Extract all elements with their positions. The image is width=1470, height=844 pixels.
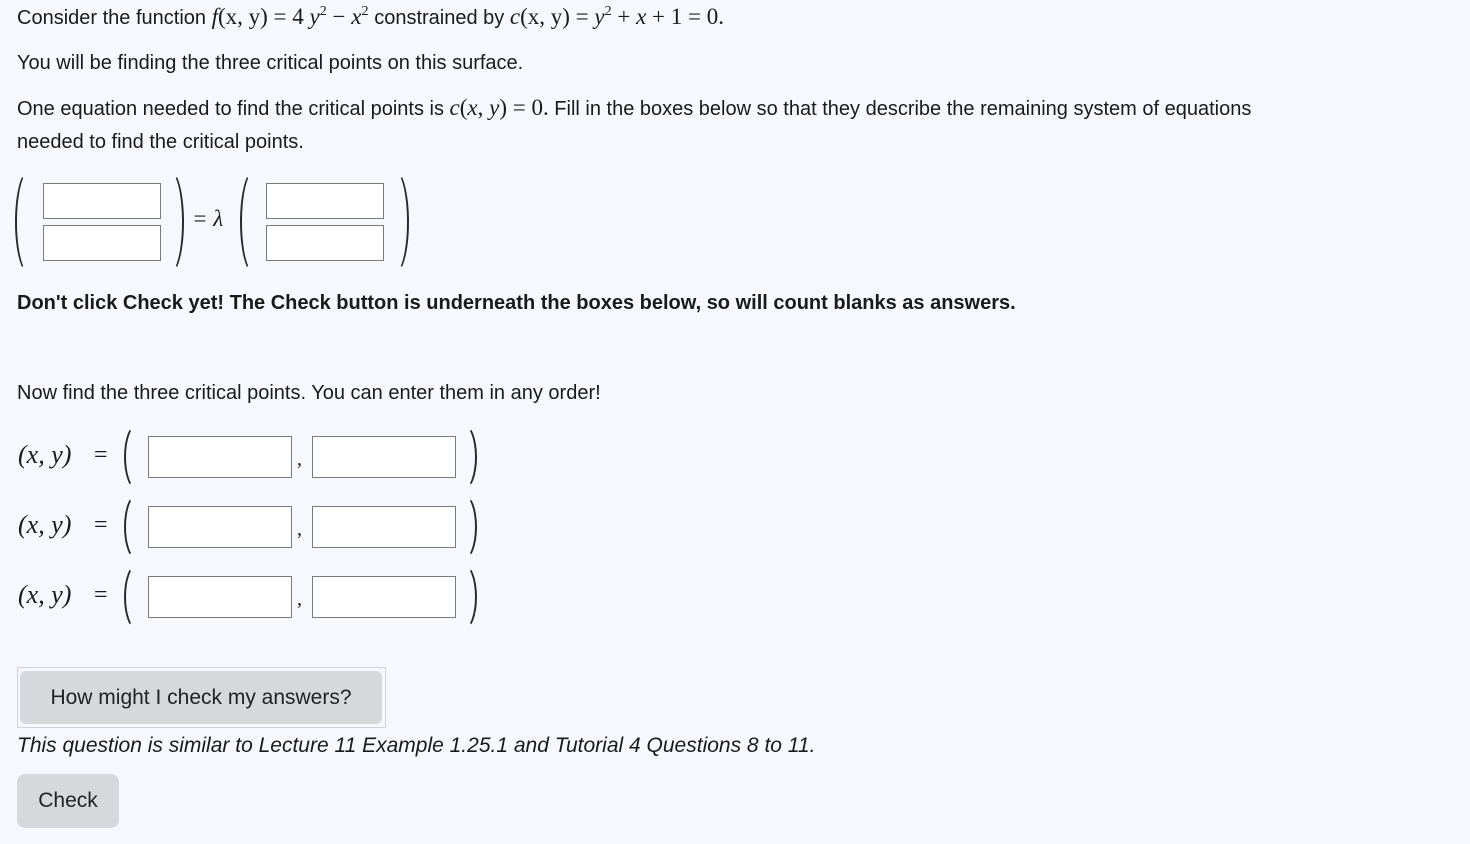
point-label: (x, y): [18, 440, 72, 469]
gradient-c-x-input[interactable]: [266, 183, 384, 219]
point-label: (x, y): [18, 510, 72, 539]
left-paren: [240, 170, 254, 274]
gradient-c-y-input[interactable]: [266, 225, 384, 261]
point-3-x-input[interactable]: [148, 576, 292, 618]
point-2-x-input[interactable]: [148, 506, 292, 548]
point-2-y-input[interactable]: [312, 506, 456, 548]
check-button[interactable]: Check: [17, 774, 119, 828]
system-instruction-cont: needed to find the critical points.: [17, 131, 304, 153]
gradient-f-y-input[interactable]: [43, 225, 161, 261]
left-paren: [124, 424, 137, 490]
point-label: (x, y): [18, 580, 72, 609]
right-paren: [170, 170, 184, 274]
intro-lead: Consider the function: [17, 7, 207, 29]
point-equals: =: [94, 512, 108, 538]
intro-line: [17, 0, 724, 35]
point-comma: ,: [297, 588, 302, 610]
point-comma: ,: [297, 518, 302, 540]
right-paren: [464, 564, 477, 630]
point-equals: =: [94, 442, 108, 468]
system-instruction: One equation needed to find the critical points is c(x, y) = 0. Fill in the boxes below so that they describe the remaining system of equations: [17, 95, 1252, 120]
points-prompt: Now find the three critical points. You can enter them in any order!: [17, 382, 601, 404]
function-expression: f(x, y) = 4 $y^2 - x^2$: [211, 4, 369, 29]
gradient-f-x-input[interactable]: [43, 183, 161, 219]
point-comma: ,: [297, 448, 302, 470]
right-paren: [395, 170, 409, 274]
equals-lambda: = λ: [192, 206, 224, 231]
constraint-equation: c(x, y) = 0.: [449, 95, 549, 120]
hint-button[interactable]: How might I check my answers?: [20, 671, 382, 724]
left-paren: [124, 564, 137, 630]
warning-text: Don't click Check yet! The Check button is underneath the boxes below, so will count blanks as answers.: [17, 292, 1016, 314]
left-paren: [124, 494, 137, 560]
instruction-text: You will be finding the three critical points on this surface.: [17, 52, 524, 74]
point-equals: =: [94, 582, 108, 608]
constraint-expression: c(x, $y) = y^2 + x + 1 = 0$.: [509, 4, 724, 29]
point-3-y-input[interactable]: [312, 576, 456, 618]
left-paren: [15, 170, 29, 274]
similar-note: This question is similar to Lecture 11 Example 1.25.1 and Tutorial 4 Questions 8 to 11.: [17, 734, 816, 757]
right-paren: [464, 424, 477, 490]
intro-mid: constrained by: [374, 7, 505, 29]
point-1-y-input[interactable]: [312, 436, 456, 478]
right-paren: [464, 494, 477, 560]
point-1-x-input[interactable]: [148, 436, 292, 478]
